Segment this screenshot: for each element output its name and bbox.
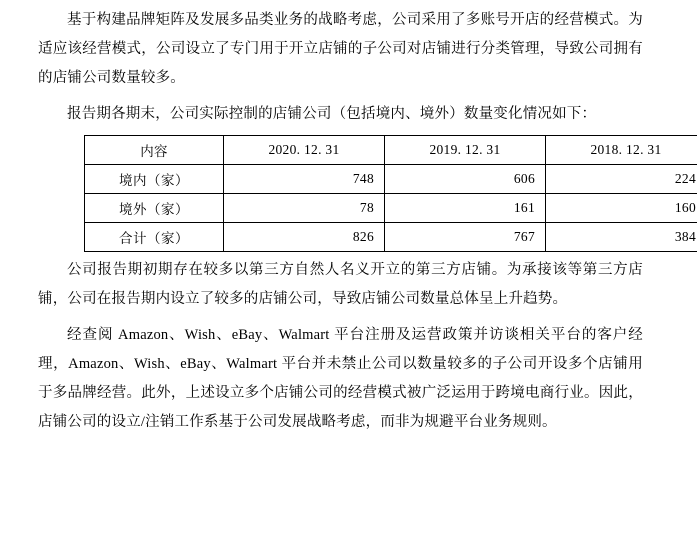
table-header-cell-content: 内容 (85, 136, 224, 165)
cell-domestic-2018: 224 (546, 165, 697, 194)
table-row (85, 194, 697, 223)
cell-total-2020: 826 (224, 223, 385, 252)
table-header-cell-2018: 2018. 12. 31 (546, 136, 697, 165)
table-row (85, 165, 697, 194)
paragraph-2: 报告期各期末，公司实际控制的店铺公司（包括境内、境外）数量变化情况如下： (67, 106, 597, 122)
paragraph-4: 经查阅 Amazon、Wish、eBay、Walmart 平台注册及运营政策并访谈相关平台的客户经理，Amazon、Wish、eBay、Walmart 平台并未禁止公司以数量较多的子公司开设多个店铺用于多品牌经营。此外，上述设立多个店铺公司的经营模式被广泛运用于跨境电商行业。因此，店铺公司的设立/注销工作系基于公司发展战略考虑，而非为规避平台业务规则。 (38, 327, 643, 430)
table-body (85, 165, 697, 252)
row-label-total: 合计（家） (85, 223, 224, 252)
cell-total-2019: 767 (385, 223, 546, 252)
table-header-cell-2020: 2020. 12. 31 (224, 136, 385, 165)
data-table (84, 135, 697, 252)
table-header-row (85, 136, 697, 165)
table-header-cell-2019: 2019. 12. 31 (385, 136, 546, 165)
cell-domestic-2020: 748 (224, 165, 385, 194)
row-label-overseas: 境外（家） (85, 194, 224, 223)
cell-total-2018: 384 (546, 223, 697, 252)
paragraph-1: 基于构建品牌矩阵及发展多品类业务的战略考虑，公司采用了多账号开店的经营模式。为适应该经营模式，公司设立了专门用于开立店铺的子公司对店铺进行分类管理，导致公司拥有的店铺公司数量较多。 (38, 12, 643, 86)
cell-overseas-2020: 78 (224, 194, 385, 223)
table-row (85, 223, 697, 252)
table-header (85, 136, 697, 165)
paragraph-3: 公司报告期初期存在较多以第三方自然人名义开立的第三方店铺。为承接该等第三方店铺，公司在报告期内设立了较多的店铺公司，导致店铺公司数量总体呈上升趋势。 (38, 262, 643, 307)
cell-overseas-2019: 161 (385, 194, 546, 223)
cell-domestic-2019: 606 (385, 165, 546, 194)
shop-company-count-table (84, 135, 696, 252)
cell-overseas-2018: 160 (546, 194, 697, 223)
row-label-domestic: 境内（家） (85, 165, 224, 194)
